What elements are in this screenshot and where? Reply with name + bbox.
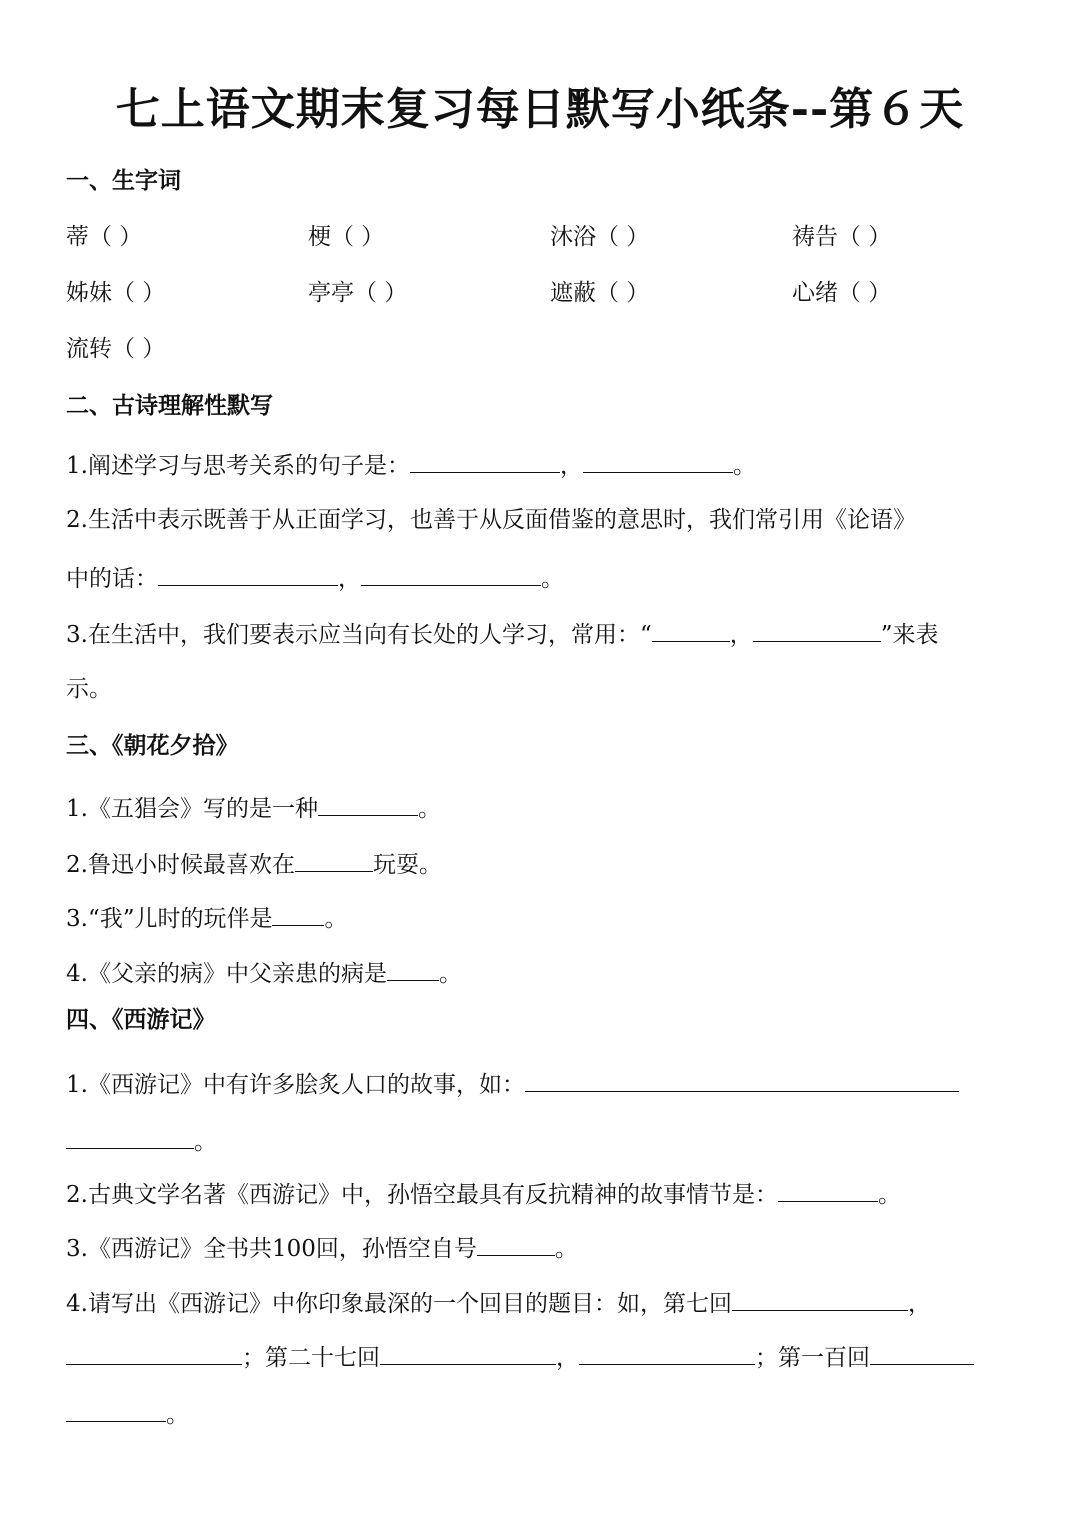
section-heading-xiyouji: 四、《西游记》 (66, 1006, 216, 1033)
answer-blank[interactable] (583, 448, 733, 473)
punctuation: 。 (438, 961, 462, 987)
question-4-1 (66, 1067, 959, 1101)
question-2-2-line2 (66, 561, 564, 595)
answer-blank[interactable] (66, 1340, 242, 1365)
question-text: ”来表 (880, 622, 939, 648)
punctuation: 。 (877, 1182, 901, 1208)
answer-blank[interactable] (732, 1286, 908, 1311)
punctuation: 。 (541, 566, 564, 592)
vocab-item: 流转（ ） (66, 336, 166, 362)
answer-blank[interactable] (753, 617, 881, 642)
section-heading-zhaohuaxishi: 三、《朝花夕拾》 (66, 732, 239, 759)
answer-blank[interactable] (272, 901, 324, 926)
question-3-3 (66, 901, 347, 935)
question-4-3 (66, 1231, 578, 1265)
answer-blank[interactable] (778, 1177, 878, 1202)
question-4-2 (66, 1177, 901, 1211)
vocab-item: 蒂（ ） (66, 224, 143, 250)
page-title: 七上语文期末复习每日默写小纸条--第６天 (115, 84, 965, 135)
question-text: 1.《西游记》中有许多脍炙人口的故事，如： (66, 1072, 525, 1098)
punctuation: 。 (554, 1236, 578, 1262)
question-2-1 (66, 448, 756, 482)
punctuation: ， (338, 566, 361, 592)
question-text: 3.在生活中，我们要表示应当向有长处的人学习，常用：“ (66, 622, 652, 648)
answer-blank[interactable] (66, 1124, 194, 1149)
question-text: 3.“我”儿时的玩伴是 (66, 906, 273, 932)
vocab-item: 祷告（ ） (792, 224, 892, 250)
question-4-4-line2 (66, 1340, 974, 1374)
vocab-item: 心绪（ ） (792, 280, 892, 306)
answer-blank[interactable] (652, 617, 730, 642)
question-4-4-line3 (66, 1397, 189, 1431)
question-text: 4.请写出《西游记》中你印象最深的一个回目的题目：如，第七回 (66, 1291, 732, 1317)
punctuation: ， (556, 1345, 579, 1371)
question-2-3-line2: 示。 (66, 676, 112, 702)
vocab-item: 梗（ ） (308, 224, 385, 250)
answer-blank[interactable] (870, 1340, 974, 1365)
punctuation: 。 (166, 1402, 189, 1428)
question-text: 玩耍。 (372, 852, 442, 878)
punctuation: ， (729, 622, 753, 648)
question-2-3 (66, 617, 938, 651)
vocab-item: 遮蔽（ ） (550, 280, 650, 306)
question-3-1 (66, 791, 441, 825)
answer-blank[interactable] (158, 561, 338, 586)
question-3-2 (66, 847, 442, 881)
punctuation: 。 (417, 796, 441, 822)
punctuation: ， (907, 1291, 931, 1317)
question-3-4 (66, 956, 462, 990)
question-2-2-line1: 2.生活中表示既善于从正面学习，也善于从反面借鉴的意思时，我们常引用《论语》 (66, 507, 916, 533)
vocab-item: 亭亭（ ） (308, 280, 408, 306)
answer-blank[interactable] (361, 561, 541, 586)
answer-blank[interactable] (477, 1231, 555, 1256)
question-text: ；第一百回 (755, 1345, 870, 1371)
section-heading-poetry: 二、古诗理解性默写 (66, 392, 273, 419)
question-text: 1.阐述学习与思考关系的句子是： (66, 453, 410, 479)
answer-blank[interactable] (579, 1340, 755, 1365)
question-text: 2.鲁迅小时候最喜欢在 (66, 852, 295, 878)
question-text: 4.《父亲的病》中父亲患的病是 (66, 961, 387, 987)
answer-blank[interactable] (318, 791, 418, 816)
question-text: 2.古典文学名著《西游记》中，孙悟空最具有反抗精神的故事情节是： (66, 1182, 778, 1208)
answer-blank[interactable] (66, 1397, 166, 1422)
question-text: ；第二十七回 (242, 1345, 380, 1371)
question-text: 中的话： (66, 566, 158, 592)
answer-blank[interactable] (387, 956, 439, 981)
answer-blank[interactable] (525, 1067, 959, 1092)
section-heading-vocab: 一、生字词 (66, 167, 181, 194)
punctuation: 。 (732, 453, 756, 479)
vocab-item: 姊妹（ ） (66, 280, 166, 306)
question-4-1-line2 (66, 1124, 217, 1158)
punctuation: 。 (324, 906, 348, 932)
answer-blank[interactable] (380, 1340, 556, 1365)
punctuation: ， (559, 453, 583, 479)
punctuation: 。 (194, 1129, 217, 1155)
vocab-item: 沐浴（ ） (550, 224, 650, 250)
answer-blank[interactable] (410, 448, 560, 473)
answer-blank[interactable] (295, 847, 373, 872)
question-text: 1.《五猖会》写的是一种 (66, 796, 318, 822)
question-4-4-line1 (66, 1286, 931, 1320)
question-text: 3.《西游记》全书共100回，孙悟空自号 (66, 1236, 477, 1262)
